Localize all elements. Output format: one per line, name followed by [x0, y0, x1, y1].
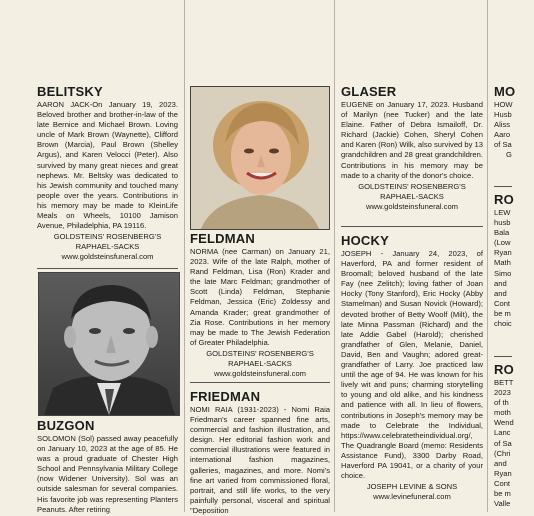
text-line: Lanc [494, 428, 511, 438]
obituary-name: RO [494, 362, 514, 377]
text-line: Ryan [494, 468, 512, 478]
obituary-buzgon [37, 418, 178, 515]
text-line: Ryan [494, 248, 512, 258]
funeral-home: RAPHAEL-SACKS [75, 242, 140, 252]
text-line: Wend [494, 418, 514, 428]
text-line: 2023 [494, 388, 511, 398]
obituary-text: NORMA (nee Carman) on January 21, 2023. Wife of the late Ralph, mother of Rand Feldman, Lisa (Ron) Krader and the late Marc Feldman; grandmother of Scott (Linda) Feldman, Stephanie Feldman, Jessica (Eric) Zoldessy and Amanda Krader; great grandmother of Zia Rose. Contributions in her memory may be made to The Jewish Federation of Greater Philadelphia. [190, 247, 330, 347]
funeral-home-website: www.levinefuneral.com [373, 492, 451, 502]
text-line: Husb [494, 110, 512, 120]
obituary-name: BUZGON [37, 418, 95, 433]
section-rule [494, 356, 512, 357]
text-line: Cont [494, 478, 511, 488]
funeral-home-website: www.goldsteinsfuneral.com [213, 368, 306, 378]
obituary-text: JOSEPH - January 24, 2023, of Haverford, PA and former resident of Broomall; beloved husband of the late Fay (nee Zelitch); loving father of Joan Hocky (Tony Stanford), Eric Hocky (Abby Stamelman) and Susan Novick (Howard); devoted brother of Betty Woolf (Milt), the late Minna Passman (Richard) and the late Addie Gabel (Harold); cherished grandfather of Glen, Melanie, Daniel, David, Ben and Vaughn; adored great-grandfather of Larry. Joe practiced law until the age of 94. He was known for his lively wit and puns; charming storytelling to young and old alike, and his kindness and patience with all. In lieu of flowers, contributions in Joseph's memory may be made to Celebrate the Individual, https://www.celebratetheindividual.org/, The Quadrangle Board (memo: Residents Assistance Fund), 3300 Darby Road, Haverford PA 19041, or a charity of your choice. [341, 249, 483, 481]
obituary-name: HOCKY [341, 233, 389, 248]
text-line: (Low [494, 238, 511, 248]
text-line: of Sa [494, 438, 512, 448]
section-rule [37, 268, 178, 269]
buzgon-portrait-photo [38, 272, 180, 416]
text-line: and [494, 288, 507, 298]
feldman-portrait-photo [190, 86, 330, 230]
obituary-text: EUGENE on January 17, 2023. Husband of Marilyn (nee Tucker) and the late Elaine. Father of Debra Ismailoff, Dr. Richard (Jackie) Cohen, Sheryl Cohen and Karen (Ron) Wilk, also survived by 13 grandchildren and 28 great grandchildren. Contributions in his memory may be made to a charity of the donor's choice. [341, 100, 483, 180]
obituary-ro-second [494, 362, 534, 509]
obituary-text: NOMI RAIA (1931-2023) - Nomi Raia Friedman's career spanned fine arts, commercial and fashion illustration, and design. Her editorial fashion work and commercial illustrations were featured in international fashion magazines, galleries, magazines, and more. Nomi's fine art varied from commissioned floral, portrait, and still life works, to the very painfully personal, visceral and spiritual "Deposition [190, 405, 330, 515]
column-divider [487, 0, 488, 512]
text-line: Cont [494, 298, 511, 308]
text-line: Bala [494, 228, 510, 238]
obituary-name: FRIEDMAN [190, 389, 261, 404]
text-line: BETT [494, 378, 514, 387]
obituary-name: MO [494, 84, 516, 99]
obituary-name: BELITSKY [37, 84, 103, 99]
text-line: be m [494, 308, 511, 318]
text-line: LEW [494, 208, 511, 217]
text-line: G [506, 150, 512, 160]
text-line: Valle [494, 499, 511, 509]
obituary-ro [494, 192, 534, 329]
funeral-home-website: www.goldsteinsfuneral.com [61, 252, 154, 262]
text-line: HOW [494, 100, 513, 109]
obituary-feldman [190, 231, 330, 379]
obituary-name: GLASER [341, 84, 397, 99]
text-line: of Sa [494, 140, 512, 150]
obituary-friedman [190, 389, 330, 516]
obituary-name: FELDMAN [190, 231, 255, 246]
text-line: Aliss [494, 120, 511, 130]
funeral-home: GOLDSTEINS' ROSENBERG'S [53, 232, 162, 242]
column-divider [334, 0, 335, 512]
funeral-home: RAPHAEL-SACKS [380, 191, 444, 201]
funeral-home-website: www.goldsteinsfuneral.com [365, 201, 458, 211]
obituary-text: AARON JACK-On January 19, 2023. Beloved brother and brother-in-law of the late Bernice and Michael Brown. Loving uncle of Mark Brown (Waynette), Clifford Brown (Marcia), Paul Brown (Shelley Argus), and Karen Velocci (Peter). Also survived by many great nieces and great nephews. Mr. Beltsky was dedicated to his Jewish community and touched many people over the years. Contributions in his memory may be made to KleinLife Meals on Wheels, 10100 Jamison Avenue, Philadelphia, PA 19116. [37, 100, 178, 231]
text-line: choic [494, 319, 512, 329]
funeral-home: RAPHAEL-SACKS [228, 358, 292, 368]
obituary-glaser [341, 84, 483, 212]
text-line: of th [494, 398, 509, 408]
text-line: Simo [494, 268, 512, 278]
column-divider [184, 0, 185, 512]
section-rule [190, 382, 330, 383]
text-line: Math [494, 258, 511, 268]
text-line: (Chri [494, 448, 511, 458]
text-line: husb [494, 218, 511, 228]
text-line: Aaro [494, 130, 511, 140]
funeral-home: JOSEPH LEVINE & SONS [366, 482, 458, 492]
text-line: be m [494, 489, 511, 499]
funeral-home: GOLDSTEINS' ROSENBERG'S [206, 348, 314, 358]
section-rule [341, 226, 483, 227]
funeral-home: GOLDSTEINS' ROSENBERG'S [358, 181, 466, 191]
obituary-belitsky [37, 84, 178, 262]
obituary-name: RO [494, 192, 514, 207]
text-line: and [494, 458, 507, 468]
section-rule [494, 186, 512, 187]
text-line: and [494, 278, 507, 288]
text-line: moth [494, 408, 511, 418]
obituary-text: SOLOMON (Sol) passed away peacefully on January 10, 2023 at the age of 85. He was a proud graduate of Chester High School and Pennsylvania Military College (now Widener University). Sol was an outside salesman for several companies. His favorite job was representing Planters Peanuts. After retiring [37, 434, 178, 514]
obituary-mo [494, 84, 534, 161]
obituary-hocky [341, 233, 483, 502]
